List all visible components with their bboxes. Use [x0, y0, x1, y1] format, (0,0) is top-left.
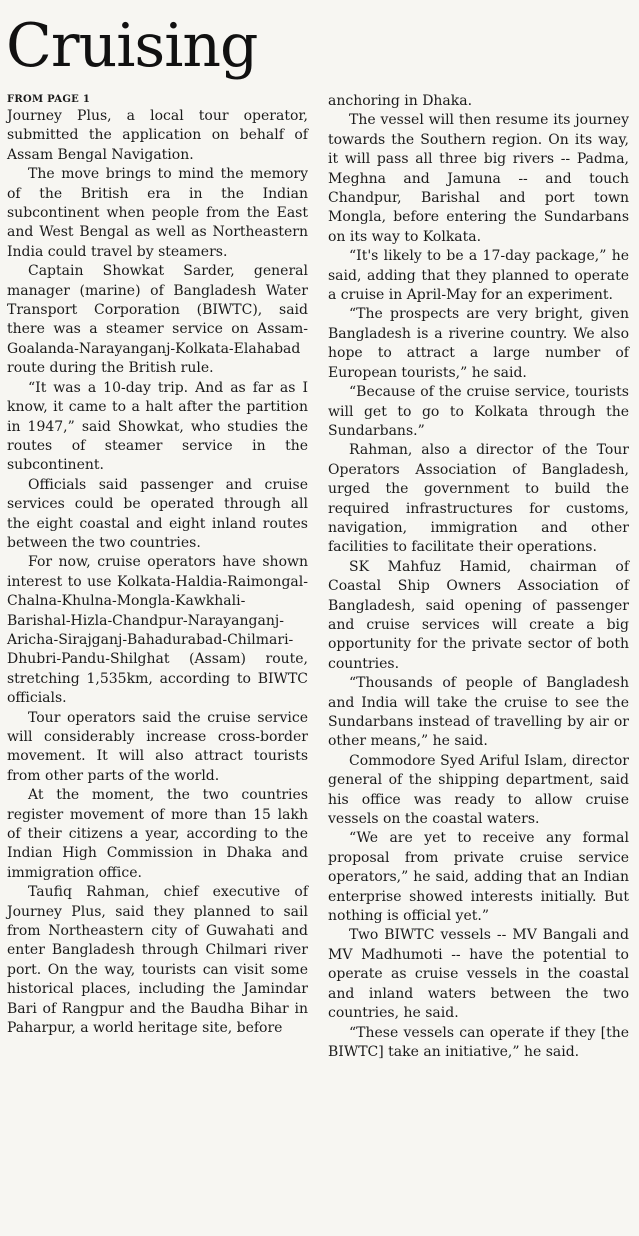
paragraph: “The prospects are very bright, given Bangladesh is a riverine country. We also hope to attract a large number of European tourists,” he said.: [328, 306, 629, 381]
paragraph: Journey Plus, a local tour operator, submitted the application on behalf of Assam Bengal Navigation.: [7, 108, 308, 163]
paragraph: Rahman, also a director of the Tour Operators Association of Bangladesh, urged the government to build the required infrastructures for customs, navigation, immigration and other facilities to facilitate their operations.: [328, 442, 629, 556]
paragraph: “It's likely to be a 17-day package,” he said, adding that they planned to operate a cruise in April-May for an experiment.: [328, 248, 629, 304]
paragraph: Officials said passenger and cruise services could be operated through all the eight coastal and eight inland routes between the two countries.: [7, 476, 308, 551]
paragraph: Commodore Syed Ariful Islam, director general of the shipping department, said his office was ready to allow cruise vessels on the coastal waters.: [328, 752, 629, 828]
paragraph: SK Mahfuz Hamid, chairman of Coastal Ship Owners Association of Bangladesh, said opening of passenger and cruise services will create a big opportunity for the private sector of both countries.: [328, 558, 629, 672]
paragraph: anchoring in Dhaka.: [328, 93, 473, 109]
paragraph: Two BIWTC vessels -- MV Bangali and MV Madhumoti -- have the potential to operate as cruise vessels in the coastal and inland waters between the two countries, he said.: [328, 927, 629, 1022]
paragraph: At the moment, the two countries register movement of more than 15 lakh of their citizens a year, according to the Indian High Commission in Dhaka and immigration office.: [7, 787, 308, 881]
paragraph: “We are yet to receive any formal proposal from private cruise service operators,” he said, adding that an Indian enterprise showed interests initially. But nothing is official yet.”: [328, 830, 629, 925]
paragraph: Captain Showkat Sarder, general manager (marine) of Bangladesh Water Transport Corporation (BIWTC), said there was a steamer service on Assam-Goalanda-Narayanganj-Kolkata-Elahabad route during the British rule.: [7, 263, 308, 377]
left-column: [7, 92, 308, 1039]
paragraph: Taufiq Rahman, chief executive of Journey Plus, said they planned to sail from Northeastern city of Guwahati and enter Bangladesh through Chilmari river port. On the way, tourists can visit some historical places, including the Jamindar Bari of Rangpur and the Baudha Bihar in Paharpur, a world heritage site, before: [7, 884, 308, 1037]
paragraph: “Because of the cruise service, tourists will get to go to Kolkata through the Sundarbans.”: [328, 384, 629, 439]
paragraph: The move brings to mind the memory of the British era in the Indian subcontinent when people from the East and West Bengal as well as Northeastern India could travel by steamers.: [7, 166, 308, 260]
paragraph: The vessel will then resume its journey towards the Southern region. On its way, it will pass all three big rivers -- Padma, Meghna and Jamuna -- and touch Chandpur, Barishal and port town Mongla, before entering the Sundarbans on its way to Kolkata.: [328, 112, 629, 245]
paragraph: “These vessels can operate if they [the BIWTC] take an initiative,” he said.: [328, 1024, 629, 1060]
right-column: [328, 92, 629, 1062]
paragraph: “It was a 10-day trip. And as far as I know, it came to a halt after the partition in 1947,” said Showkat, who studies the routes of steamer service in the subcontinent.: [7, 379, 308, 474]
paragraph: “Thousands of people of Bangladesh and India will take the cruise to see the Sundarbans instead of travelling by air or other means,” he said.: [328, 675, 629, 750]
paragraph: For now, cruise operators have shown interest to use Kolkata-Haldia-Raimongal-Chalna-Khulna-Mongla-Kawkhali-Barishal-Hizla-Chandpur-Narayanganj-Aricha-Sirajganj-Bahadurabad-Chilmari-Dhubri-Pandu-Shilghat (Assam) route, stretching 1,535km, according to BIWTC officials.: [7, 554, 308, 707]
kicker: FROM PAGE 1: [7, 94, 91, 105]
paragraph: Tour operators said the cruise service will considerably increase cross-border movement. It will also attract tourists from other parts of the world.: [7, 709, 308, 784]
headline: Cruising: [6, 11, 258, 81]
